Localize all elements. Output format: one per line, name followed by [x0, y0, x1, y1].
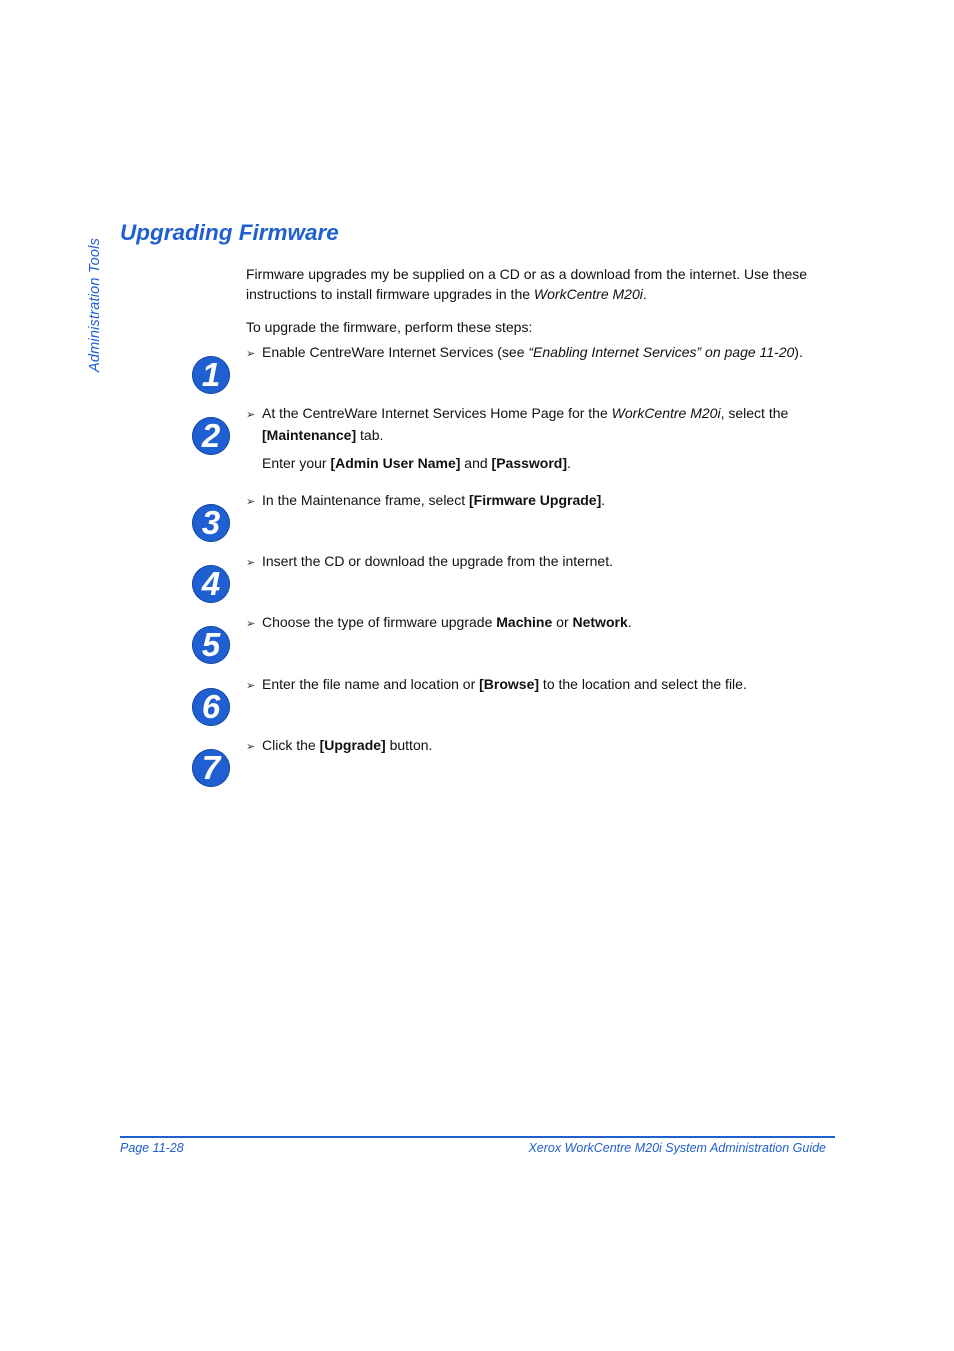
- step-number-7-icon: 7: [192, 749, 230, 787]
- arrow-bullet-icon: ➢: [246, 680, 256, 692]
- intro: [246, 264, 836, 350]
- arrow-bullet-icon: ➢: [246, 496, 256, 508]
- step-text: [246, 612, 831, 642]
- step-text-part: .: [567, 455, 571, 471]
- step-text-part: ).: [794, 344, 803, 360]
- intro-steps-lead: To upgrade the firmware, perform these steps:: [246, 319, 533, 335]
- step-text-part: button.: [385, 737, 433, 753]
- option-label: Network: [572, 614, 628, 630]
- intro-text-end: .: [642, 286, 647, 302]
- arrow-bullet-icon: ➢: [246, 409, 256, 421]
- ui-label: [Upgrade]: [319, 737, 386, 753]
- step-number-2-icon: 2: [192, 417, 230, 455]
- step-text-part: or: [552, 614, 573, 630]
- ui-label: [Maintenance]: [262, 427, 357, 443]
- cross-reference: “Enabling Internet Services” on page 11-20: [528, 344, 795, 360]
- step-number-1-icon: 1: [192, 356, 230, 394]
- step-text-part: In the Maintenance frame, select: [262, 492, 469, 508]
- step-text-part: Click the: [262, 737, 320, 753]
- step-text: [246, 490, 831, 520]
- step-text: [246, 735, 831, 765]
- arrow-bullet-icon: ➢: [246, 618, 256, 630]
- arrow-bullet-icon: ➢: [246, 557, 256, 569]
- ui-label: [Password]: [491, 455, 568, 471]
- step-text-part: and: [460, 455, 492, 471]
- step-text-part: .: [627, 614, 632, 630]
- step-text-part: At the CentreWare Internet Services Home Page for the: [262, 405, 612, 421]
- step-text: [246, 674, 831, 704]
- section-title: Upgrading Firmware: [120, 220, 339, 245]
- intro-paragraph: [246, 264, 836, 304]
- product-name: WorkCentre M20i: [533, 286, 643, 302]
- product-name: WorkCentre M20i: [611, 405, 721, 421]
- step-text: [246, 342, 831, 372]
- step-number-5-icon: 5: [192, 626, 230, 664]
- step-text-part: Enable CentreWare Internet Services (see: [262, 344, 529, 360]
- step-text-part: to the location and select the file.: [539, 676, 747, 692]
- intro-text: Firmware upgrades my be supplied on a CD or as a download from the internet. Use these instructions to install firmware upgrades in the: [246, 266, 808, 302]
- step-text: [246, 551, 831, 581]
- footer-divider: [120, 1136, 835, 1138]
- option-label: Machine: [496, 614, 553, 630]
- step-text-part: Enter your: [262, 455, 331, 471]
- ui-label: [Firmware Upgrade]: [469, 492, 602, 508]
- step-text-part: Enter the file name and location or: [262, 676, 480, 692]
- document-title: Xerox WorkCentre M20i System Administration Guide: [528, 1141, 826, 1155]
- arrow-bullet-icon: ➢: [246, 741, 256, 753]
- ui-label: [Admin User Name]: [330, 455, 461, 471]
- step-number-3-icon: 3: [192, 504, 230, 542]
- step-text: [246, 403, 831, 481]
- ui-label: [Browse]: [479, 676, 540, 692]
- step-text-part: .: [601, 492, 606, 508]
- step-text-part: Choose the type of firmware upgrade: [262, 614, 497, 630]
- step-text-part: Insert the CD or download the upgrade from the internet.: [262, 553, 613, 569]
- side-tab-label: Administration Tools: [87, 237, 103, 372]
- step-number-6-icon: 6: [192, 688, 230, 726]
- step-text-part: tab.: [356, 427, 384, 443]
- step-text-part: , select the: [720, 405, 789, 421]
- arrow-bullet-icon: ➢: [246, 348, 256, 360]
- step-number-4-icon: 4: [192, 565, 230, 603]
- page-number: Page 11-28: [120, 1141, 184, 1155]
